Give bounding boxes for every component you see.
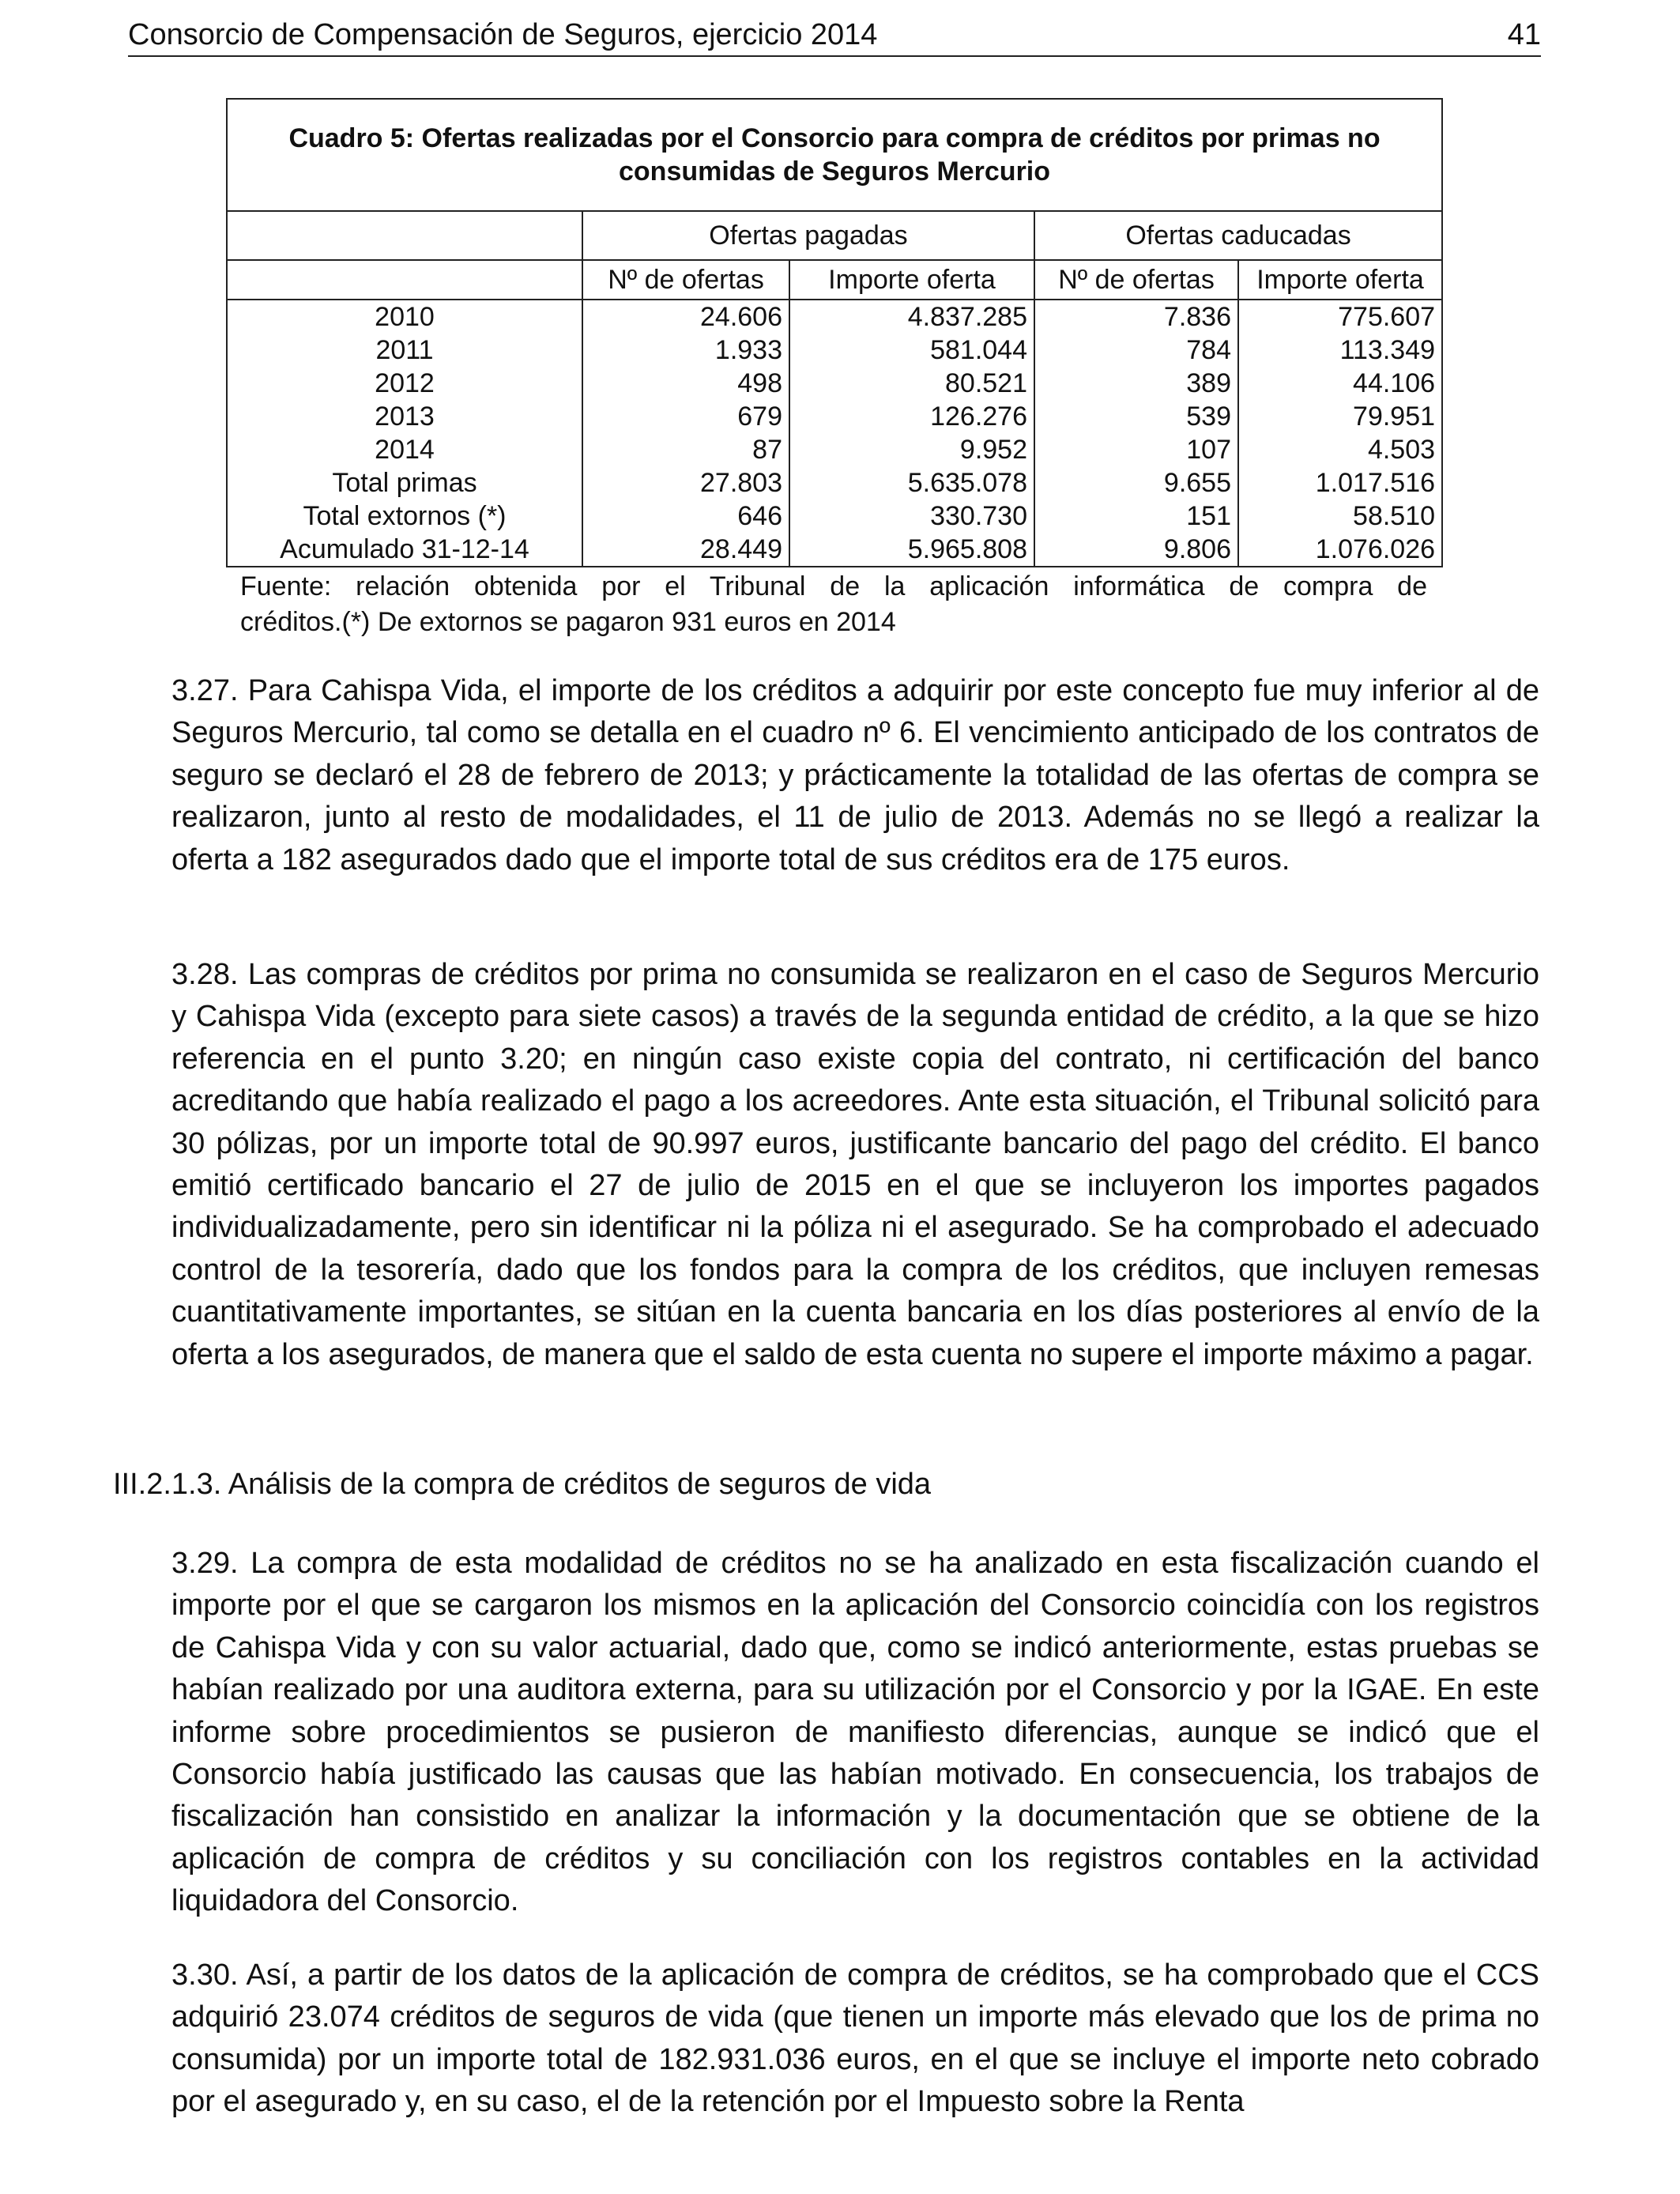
- table-cell: 775.607: [1238, 300, 1442, 334]
- table-cell: 1.017.516: [1238, 466, 1442, 499]
- header-title: Consorcio de Compensación de Seguros, ejercicio 2014: [128, 18, 878, 51]
- table-cell: 126.276: [789, 400, 1034, 433]
- row-label: 2011: [227, 334, 582, 367]
- table-row: [227, 499, 1442, 533]
- table-row: [227, 466, 1442, 499]
- table-cell: 9.952: [789, 433, 1034, 466]
- table-cell: 9.655: [1034, 466, 1238, 499]
- row-label: 2012: [227, 367, 582, 400]
- table-cell: 7.836: [1034, 300, 1238, 334]
- table-cell: 80.521: [789, 367, 1034, 400]
- table-cell: 5.635.078: [789, 466, 1034, 499]
- empty-header-cell: [227, 260, 582, 300]
- table-cell: 24.606: [582, 300, 789, 334]
- table-row: [227, 533, 1442, 567]
- table-cell: 1.933: [582, 334, 789, 367]
- table-row: [227, 400, 1442, 433]
- row-label: 2013: [227, 400, 582, 433]
- table-row: [227, 300, 1442, 334]
- page-header: [128, 14, 1541, 57]
- source-line: Fuente: relación obtenida por el Tribunal de la aplicación informática de compra de: [240, 571, 1427, 601]
- table-cell: 9.806: [1034, 533, 1238, 567]
- group-header-pagadas: Ofertas pagadas: [582, 211, 1034, 260]
- column-header: Importe oferta: [789, 260, 1034, 300]
- table-cell: 5.965.808: [789, 533, 1034, 567]
- table-source-note: [226, 567, 1441, 640]
- table-cell: 87: [582, 433, 789, 466]
- table-cell: 27.803: [582, 466, 789, 499]
- row-label: Acumulado 31-12-14: [227, 533, 582, 567]
- paragraph-3-30: 3.30. Así, a partir de los datos de la aplicación de compra de créditos, se ha comprobado que el CCS adquirió 23.074 créditos de seguros de vida (que tienen un importe más elevado que los de prima no consumida) por un importe total de 182.931.036 euros, en el que se incluye el importe neto cobrado por el asegurado y, en su caso, el de la retención por el Impuesto sobre la Renta: [171, 1958, 1539, 2119]
- table-cell: 581.044: [789, 334, 1034, 367]
- table-cell: 113.349: [1238, 334, 1442, 367]
- table-row: [227, 433, 1442, 466]
- table-cell: 498: [582, 367, 789, 400]
- row-label: Total extornos (*): [227, 499, 582, 533]
- row-label: Total primas: [227, 466, 582, 499]
- table-cell: 44.106: [1238, 367, 1442, 400]
- table-row: [227, 367, 1442, 400]
- table-cell: 646: [582, 499, 789, 533]
- table-cell: 4.503: [1238, 433, 1442, 466]
- table-cell: 58.510: [1238, 499, 1442, 533]
- table-row: [227, 334, 1442, 367]
- column-header: Importe oferta: [1238, 260, 1442, 300]
- column-header: Nº de ofertas: [582, 260, 789, 300]
- row-label: 2014: [227, 433, 582, 466]
- data-table: [226, 98, 1443, 567]
- table-cell: 1.076.026: [1238, 533, 1442, 567]
- row-label: 2010: [227, 300, 582, 334]
- table-cell: 539: [1034, 400, 1238, 433]
- table-cell: 151: [1034, 499, 1238, 533]
- table-cell: 107: [1034, 433, 1238, 466]
- section-heading: III.2.1.3. Análisis de la compra de créditos de seguros de vida: [113, 1468, 932, 1501]
- empty-header-cell: [227, 211, 582, 260]
- page-number: 41: [1507, 18, 1541, 51]
- table-cell: 784: [1034, 334, 1238, 367]
- cuadro-5: [226, 98, 1441, 640]
- table-cell: 679: [582, 400, 789, 433]
- paragraph-3-28: 3.28. Las compras de créditos por prima no consumida se realizaron en el caso de Seguros Mercurio y Cahispa Vida (excepto para siete casos) a través de la segunda entidad de crédito, a la que se hizo referencia en el punto 3.20; en ningún caso existe copia del contrato, ni certificación del banco acreditando que había realizado el pago a los acreedores. Ante esta situación, el Tribunal solicitó para 30 pólizas, por un importe total de 90.997 euros, justificante bancario del pago del crédito. El banco emitió certificado bancario el 27 de julio de 2015 en el que se incluyeron los importes pagados individualizadamente, pero sin identificar ni la póliza ni el asegurado. Se ha comprobado el adecuado control de la tesorería, dado que los fondos para la compra de los créditos, que incluyen remesas cuantitativamente importantes, se sitúan en la cuenta bancaria en los días posteriores al envío de la oferta a los asegurados, de manera que el saldo de esta cuenta no supere el importe máximo a pagar.: [171, 958, 1539, 1371]
- table-cell: 389: [1034, 367, 1238, 400]
- column-header: Nº de ofertas: [1034, 260, 1238, 300]
- table-cell: 79.951: [1238, 400, 1442, 433]
- paragraph-3-29: 3.29. La compra de esta modalidad de créditos no se ha analizado en esta fiscalización cuando el importe por el que se cargaron los mismos en la aplicación del Consorcio coincidía con los registros de Cahispa Vida y con su valor actuarial, dado que, como se indicó anteriormente, estas pruebas se habían realizado por una auditora externa, para su utilización por el Consorcio y por la IGAE. En este informe sobre procedimientos se pusieron de manifiesto diferencias, aunque se indicó que el Consorcio había justificado las causas que las habían motivado. En consecuencia, los trabajos de fiscalización han consistido en analizar la información y la documentación que se obtiene de la aplicación de compra de créditos y su conciliación con los registros contables en la actividad liquidadora del Consorcio.: [171, 1547, 1539, 1918]
- table-cell: 4.837.285: [789, 300, 1034, 334]
- paragraph-3-27: 3.27. Para Cahispa Vida, el importe de los créditos a adquirir por este concepto fue muy inferior al de Seguros Mercurio, tal como se detalla en el cuadro nº 6. El vencimiento anticipado de los contratos de seguro se declaró el 28 de febrero de 2013; y prácticamente la totalidad de las ofertas de compra se realizaron, junto al resto de modalidades, el 11 de julio de 2013. Además no se llegó a realizar la oferta a 182 asegurados dado que el importe total de sus créditos era de 175 euros.: [171, 674, 1539, 876]
- table-caption: Cuadro 5: Ofertas realizadas por el Consorcio para compra de créditos por primas no consumidas de Seguros Mercurio: [227, 99, 1442, 211]
- table-cell: 330.730: [789, 499, 1034, 533]
- table-cell: 28.449: [582, 533, 789, 567]
- source-line: créditos.(*) De extornos se pagaron 931 euros en 2014: [240, 607, 896, 637]
- group-header-caducadas: Ofertas caducadas: [1034, 211, 1442, 260]
